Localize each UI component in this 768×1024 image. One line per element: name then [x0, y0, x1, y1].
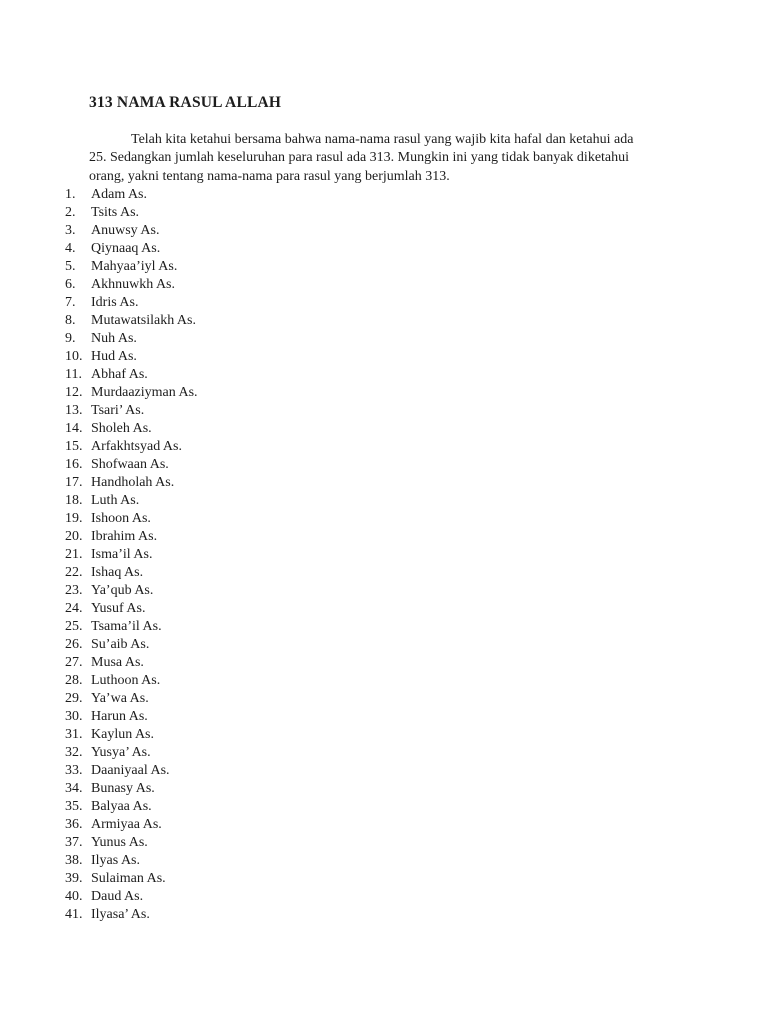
list-item-number: 35.	[65, 798, 83, 814]
list-item	[0, 276, 768, 294]
list-item	[0, 474, 768, 492]
list-item	[0, 798, 768, 816]
list-item	[0, 780, 768, 798]
list-item-name: Arfakhtsyad As.	[91, 438, 182, 454]
list-item-number: 18.	[65, 492, 83, 508]
list-item-number: 20.	[65, 528, 83, 544]
list-item-name: Handholah As.	[91, 474, 175, 490]
list-item	[0, 312, 768, 330]
list-item-number: 9.	[65, 330, 76, 346]
list-item-number: 37.	[65, 834, 83, 850]
list-item-number: 1.	[65, 186, 76, 202]
list-item	[0, 492, 768, 510]
list-item-name: Mutawatsilakh As.	[91, 312, 196, 328]
list-item	[0, 402, 768, 420]
list-item	[0, 366, 768, 384]
list-item	[0, 654, 768, 672]
list-item-name: Anuwsy As.	[91, 222, 160, 238]
list-item-number: 25.	[65, 618, 83, 634]
list-item	[0, 618, 768, 636]
list-item	[0, 186, 768, 204]
list-item-number: 16.	[65, 456, 83, 472]
list-item-number: 21.	[65, 546, 83, 562]
list-item-name: Yusya’ As.	[91, 744, 151, 760]
list-item-number: 32.	[65, 744, 83, 760]
list-item	[0, 438, 768, 456]
list-item-number: 41.	[65, 906, 83, 922]
list-item	[0, 744, 768, 762]
list-item-name: Tsari’ As.	[91, 402, 145, 418]
list-item	[0, 582, 768, 600]
list-item	[0, 384, 768, 402]
list-item-number: 12.	[65, 384, 83, 400]
list-item-name: Isma’il As.	[91, 546, 153, 562]
paragraph-line-1: Telah kita ketahui bersama bahwa nama-nama rasul yang wajib kita hafal dan ketahui ada	[131, 132, 634, 147]
list-item-name: Armiyaa As.	[91, 816, 162, 832]
list-item	[0, 600, 768, 618]
list-item	[0, 510, 768, 528]
list-item-name: Tsits As.	[91, 204, 140, 220]
list-item	[0, 330, 768, 348]
list-item-number: 39.	[65, 870, 83, 886]
list-item-name: Qiynaaq As.	[91, 240, 161, 256]
list-item-number: 29.	[65, 690, 83, 706]
list-item-name: Musa As.	[91, 654, 144, 670]
list-item-name: Shofwaan As.	[91, 456, 169, 472]
list-item-name: Adam As.	[91, 186, 147, 202]
list-item-number: 36.	[65, 816, 83, 832]
list-item	[0, 348, 768, 366]
list-item-name: Sholeh As.	[91, 420, 152, 436]
list-item	[0, 690, 768, 708]
list-item-name: Ibrahim As.	[91, 528, 158, 544]
list-item-name: Akhnuwkh As.	[91, 276, 176, 292]
list-item	[0, 528, 768, 546]
list-item	[0, 726, 768, 744]
paragraph-line-2: 25. Sedangkan jumlah keseluruhan para rasul ada 313. Mungkin ini yang tidak banyak diketahui	[89, 150, 630, 166]
list-item	[0, 852, 768, 870]
list-item-name: Luth As.	[91, 492, 140, 508]
document-title: 313 NAMA RASUL ALLAH	[89, 94, 282, 111]
list-item-number: 10.	[65, 348, 83, 364]
list-item-name: Luthoon As.	[91, 672, 161, 688]
list-item-number: 8.	[65, 312, 76, 328]
list-item-number: 6.	[65, 276, 76, 292]
list-item-number: 38.	[65, 852, 83, 868]
list-item-name: Yunus As.	[91, 834, 148, 850]
list-item-name: Kaylun As.	[91, 726, 154, 742]
paragraph-line-3: orang, yakni tentang nama-nama para rasul yang berjumlah 313.	[89, 168, 450, 184]
list-item-name: Sulaiman As.	[91, 870, 166, 886]
list-item-number: 28.	[65, 672, 83, 688]
list-item-number: 13.	[65, 402, 83, 418]
list-item-number: 40.	[65, 888, 83, 904]
list-item-number: 7.	[65, 294, 76, 310]
list-item-name: Su’aib As.	[91, 636, 150, 652]
list-item-number: 24.	[65, 600, 83, 616]
list-item	[0, 870, 768, 888]
intro-paragraph	[89, 131, 708, 186]
list-item-number: 17.	[65, 474, 83, 490]
list-item-name: Balyaa As.	[91, 798, 152, 814]
list-item	[0, 222, 768, 240]
list-item-name: Ya’wa As.	[91, 690, 149, 706]
list-item-name: Murdaaziyman As.	[91, 384, 198, 400]
rasul-list	[0, 186, 768, 924]
list-item-name: Ya’qub As.	[91, 582, 154, 598]
list-item-name: Daud As.	[91, 888, 144, 904]
list-item	[0, 762, 768, 780]
list-item	[0, 258, 768, 276]
list-item	[0, 708, 768, 726]
list-item	[0, 888, 768, 906]
list-item	[0, 294, 768, 312]
list-item-number: 19.	[65, 510, 83, 526]
list-item	[0, 834, 768, 852]
list-item-name: Ilyasa’ As.	[91, 906, 150, 922]
list-item-number: 4.	[65, 240, 76, 256]
list-item	[0, 906, 768, 924]
list-item-name: Nuh As.	[91, 330, 137, 346]
list-item-name: Mahyaa’iyl As.	[91, 258, 178, 274]
list-item-name: Ishaq As.	[91, 564, 144, 580]
list-item	[0, 204, 768, 222]
list-item-number: 22.	[65, 564, 83, 580]
list-item	[0, 456, 768, 474]
list-item-name: Hud As.	[91, 348, 137, 364]
list-item-name: Idris As.	[91, 294, 139, 310]
list-item-number: 14.	[65, 420, 83, 436]
list-item-number: 30.	[65, 708, 83, 724]
list-item-name: Harun As.	[91, 708, 148, 724]
list-item-name: Ishoon As.	[91, 510, 151, 526]
list-item-name: Tsama’il As.	[91, 618, 162, 634]
list-item-name: Yusuf As.	[91, 600, 146, 616]
list-item-number: 11.	[65, 366, 82, 382]
list-item	[0, 816, 768, 834]
list-item-number: 5.	[65, 258, 76, 274]
list-item-number: 27.	[65, 654, 83, 670]
list-item-number: 26.	[65, 636, 83, 652]
list-item-number: 34.	[65, 780, 83, 796]
list-item	[0, 240, 768, 258]
list-item-name: Bunasy As.	[91, 780, 155, 796]
list-item-name: Ilyas As.	[91, 852, 140, 868]
list-item	[0, 636, 768, 654]
list-item-number: 31.	[65, 726, 83, 742]
list-item-number: 2.	[65, 204, 76, 220]
list-item	[0, 546, 768, 564]
list-item-number: 15.	[65, 438, 83, 454]
list-item	[0, 420, 768, 438]
list-item	[0, 564, 768, 582]
list-item-number: 23.	[65, 582, 83, 598]
list-item-number: 3.	[65, 222, 76, 238]
list-item-number: 33.	[65, 762, 83, 778]
list-item	[0, 672, 768, 690]
list-item-name: Daaniyaal As.	[91, 762, 170, 778]
list-item-name: Abhaf As.	[91, 366, 148, 382]
